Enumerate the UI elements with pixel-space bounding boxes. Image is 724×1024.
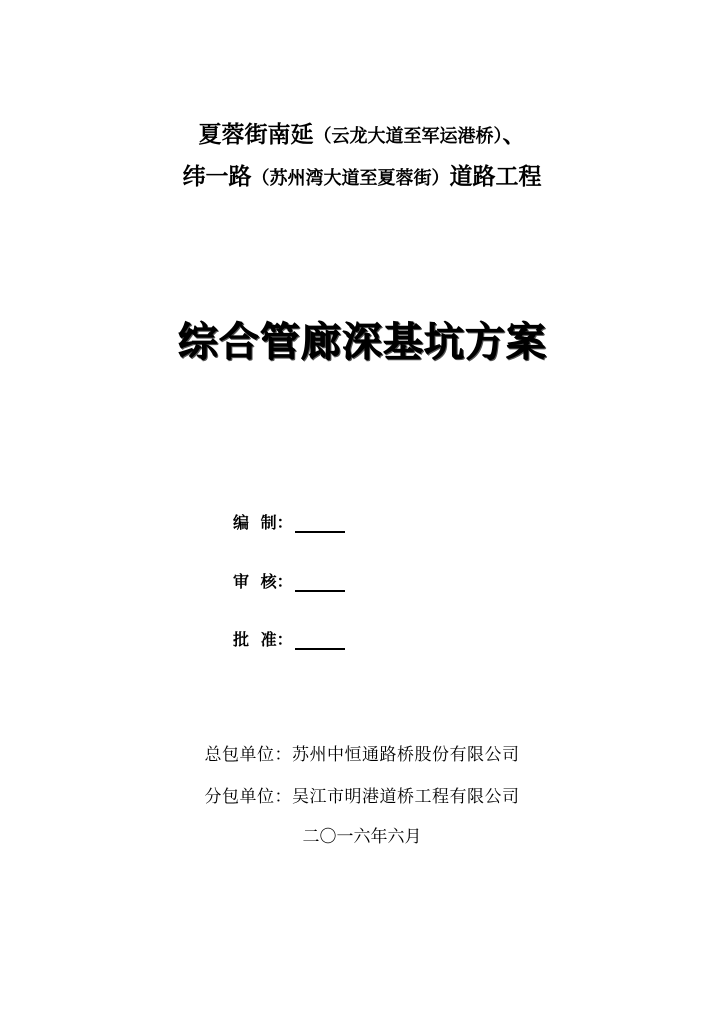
subcontractor-row	[0, 782, 724, 807]
general-contractor-row	[0, 740, 724, 765]
signature-reviewed	[233, 569, 345, 592]
project-section-1: （云龙大道至军运港桥）	[313, 126, 503, 147]
reviewed-signature-line	[295, 572, 345, 592]
general-contractor-label: 总包单位：	[204, 745, 292, 765]
signature-prepared	[233, 510, 345, 533]
project-type: 道路工程	[449, 164, 542, 190]
signature-approved	[233, 627, 345, 650]
project-title-line-2	[0, 158, 724, 191]
subcontractor-name: 吴江市明港道桥工程有限公司	[292, 787, 520, 807]
approved-signature-line	[295, 630, 345, 650]
prepared-signature-line	[295, 513, 345, 533]
subcontractor-label: 分包单位：	[204, 787, 292, 807]
general-contractor-name: 苏州中恒通路桥股份有限公司	[292, 745, 520, 765]
approved-label: 批 准：	[233, 630, 293, 649]
project-name-2: 纬一路	[182, 164, 252, 190]
prepared-label: 编 制：	[233, 513, 293, 532]
document-title: 综合管廊深基坑方案	[177, 319, 547, 365]
reviewed-label: 审 核：	[233, 572, 293, 591]
document-date: 二〇一六年六月	[302, 827, 422, 847]
project-separator: 、	[502, 122, 526, 148]
project-title-line-1	[0, 116, 724, 149]
project-section-2: （苏州湾大道至夏蓉街）	[251, 168, 450, 189]
project-name-1: 夏蓉街南延	[198, 122, 314, 148]
